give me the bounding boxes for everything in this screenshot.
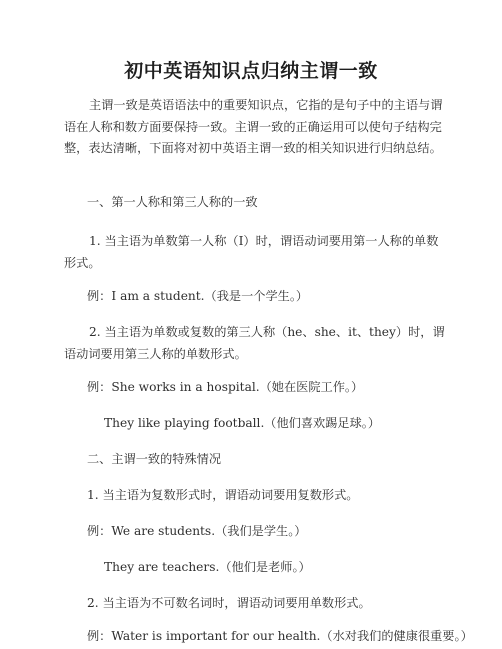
section1-rule2: 2. 当主语为单数或复数的第三人称（he、she、it、they）时，谓语动词要用第三人称的单数形式。 <box>64 325 445 361</box>
section2-rule2-example1: 例：Water is important for our health.（水对我们的健康很重要。） <box>87 629 473 643</box>
section2-rule1-example2: They are teachers.（他们是老师。） <box>104 560 311 574</box>
section1-rule2-example2: They like playing football.（他们喜欢踢足球。） <box>104 416 381 430</box>
document-title: 初中英语知识点归纳主谓一致 <box>124 60 378 82</box>
section1-rule1: 1. 当主语为单数第一人称（I）时，谓语动词要用第一人称的单数形式。 <box>64 234 439 270</box>
section2-heading: 二、主谓一致的特殊情况 <box>87 452 222 466</box>
section2-rule1-example1: 例：We are students.（我们是学生。） <box>87 524 307 538</box>
section1-rule2-example1: 例：She works in a hospital.（她在医院工作。） <box>87 380 364 394</box>
section1-rule1-example: 例：I am a student.（我是一个学生。） <box>87 289 309 303</box>
section2-rule2: 2. 当主语为不可数名词时，谓语动词要用单数形式。 <box>87 596 371 610</box>
intro-paragraph: 主谓一致是英语语法中的重要知识点，它指的是句子中的主语与谓语在人称和数方面要保持一致。主谓一致的正确运用可以使句子结构完整，表达清晰，下面将对初中英语主谓一致的相关知识进行归纳总结。 <box>64 98 443 155</box>
section1-heading: 一、第一人称和第三人称的一致 <box>87 195 258 209</box>
section2-rule1: 1. 当主语为复数形式时，谓语动词要用复数形式。 <box>87 488 359 502</box>
